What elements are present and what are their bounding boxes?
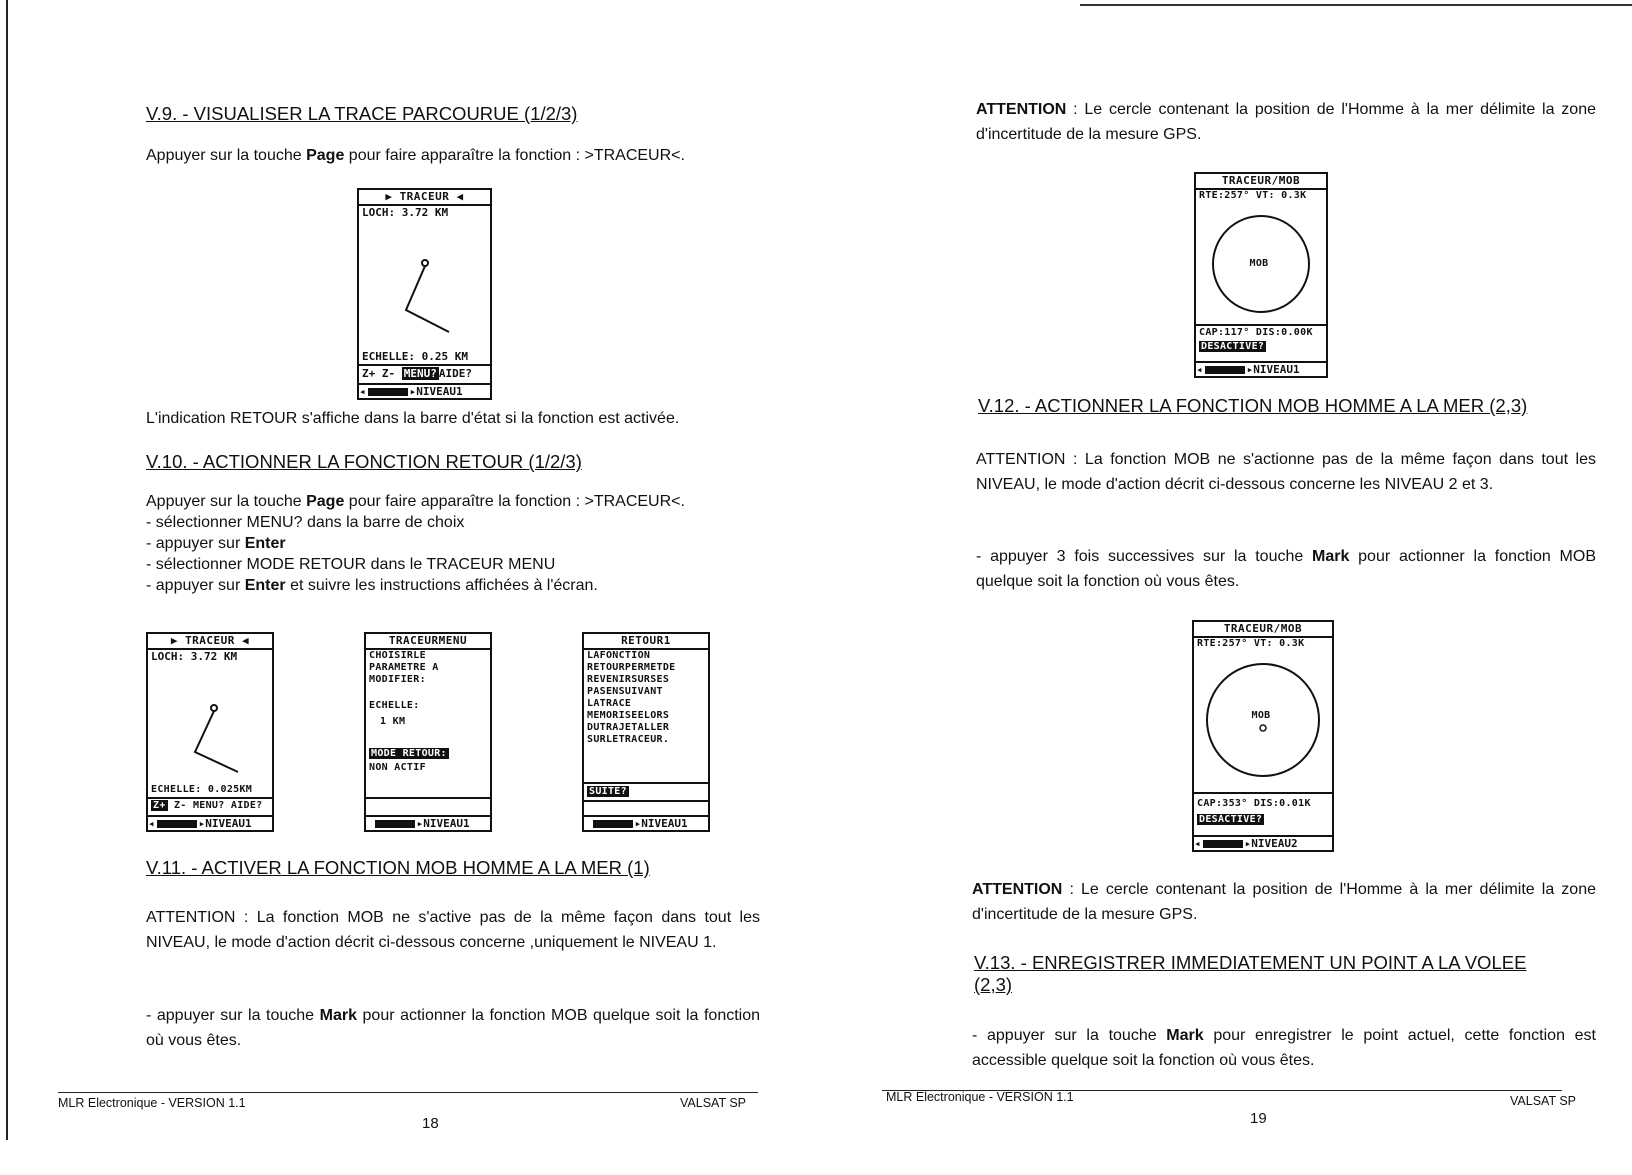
heading-v10: V.10. - ACTIONNER LA FONCTION RETOUR (1/2/3)	[146, 451, 582, 472]
screen-c-line-7: DUTRAJETALLER	[587, 722, 670, 733]
page-number: 18	[422, 1115, 439, 1132]
screen-c-line-1: LAFONCTION	[587, 650, 651, 661]
footer-left: MLR Electronique - VERSION 1.1	[886, 1090, 1074, 1104]
screen-title: ▶ TRACEUR ◀	[359, 190, 490, 206]
screen-a-choices: Z+ Z- MENU? AIDE?	[153, 800, 263, 811]
screen-c-line-8: SURLETRACEUR.	[587, 734, 670, 745]
screen-b-line-2: PARAMETRE A	[369, 662, 439, 673]
screen-a-status-bar: ◂ ▸NIVEAU1	[148, 815, 272, 830]
traceur-menu-screen	[364, 632, 492, 832]
v10-instructions: Appuyer sur la touche Page pour faire apparaître la fonction : >TRACEUR<. - sélectionner MENU? dans la barre de choix - appuyer sur Enter - sélectionner MODE RETOUR dans le TRACEUR MENU - appuyer sur Enter et suivre les instructions affichées à l'écran.	[146, 493, 685, 594]
screen-b-line-3: MODIFIER:	[369, 674, 426, 685]
screen-b-mode-value: NON ACTIF	[369, 762, 426, 773]
mob2-desactive: DESACTIVE?	[1199, 814, 1263, 825]
screen-b-status-bar: ▸NIVEAU1	[366, 815, 490, 830]
screen-a-echelle: ECHELLE: 0.025KM	[151, 784, 253, 795]
mob-screen-2	[1192, 620, 1334, 852]
retour-screen	[582, 632, 710, 832]
scan-edge-line	[6, 0, 8, 1140]
page-number: 19	[1250, 1110, 1267, 1127]
mob2-top: RTE:257° VT: 0.3K	[1197, 638, 1305, 649]
screen-choices: Z+ Z- MENU? AIDE?	[362, 367, 472, 380]
v11-attention: ATTENTION : La fonction MOB ne s'active pas de la même façon dans tout les NIVEAU, le mode d'action décrit ci-dessous concerne ,uniquement le NIVEAU 1.	[146, 909, 760, 951]
footer-right: VALSAT SP	[680, 1096, 747, 1110]
screen-a-title: TRACEUR	[185, 634, 235, 647]
attention-2: ATTENTION : Le cercle contenant la position de l'Homme à la mer délimite la zone d'incertitude de la mesure GPS.	[972, 881, 1596, 923]
screen-a-loch: LOCH: 3.72 KM	[151, 650, 238, 663]
screen-c-suite: SUITE?	[589, 786, 627, 797]
mob-screen-1	[1194, 172, 1328, 378]
screen-c-line-5: LATRACE	[587, 698, 632, 709]
mob2-status-bar: ◂ ▸NIVEAU2	[1194, 835, 1332, 850]
mob-uncertainty-circle	[1194, 658, 1332, 788]
scan-top-line	[1080, 4, 1632, 6]
heading-v9: V.9. - VISUALISER LA TRACE PARCOURUE (1/2/3)	[146, 103, 578, 124]
v11-mark-instruction: - appuyer sur la touche Mark pour actionner la fonction MOB quelque soit la fonction où vous êtes.	[146, 1007, 761, 1049]
track-drawing	[359, 240, 490, 360]
mob1-title: TRACEUR/MOB	[1196, 174, 1326, 190]
screen-b-echelle-label: ECHELLE:	[369, 700, 420, 711]
footer-left: MLR Electronique - VERSION 1.1	[58, 1096, 246, 1110]
v9-intro: Appuyer sur la touche Page pour faire apparaître la fonction : >TRACEUR<.	[146, 147, 685, 164]
v12-mark-instruction: - appuyer 3 fois successives sur la touche Mark pour actionner la fonction MOB quelque soit la fonction où vous êtes.	[976, 548, 1596, 590]
screen-c-status-bar: ▸NIVEAU1	[584, 815, 708, 830]
screen-c-line-6: MEMORISEELORS	[587, 710, 670, 721]
heading-v13: V.13. - ENREGISTRER IMMEDIATEMENT UN POINT A LA VOLEE (2,3)	[974, 952, 1527, 995]
screen-b-line-1: CHOISIRLE	[369, 650, 426, 661]
screen-status-bar: ◂ ▸NIVEAU1	[359, 383, 490, 398]
screen-c-line-4: PASENSUIVANT	[587, 686, 663, 697]
screen-c-line-3: REVENIRSURSES	[587, 674, 670, 685]
mob1-desactive: DESACTIVE?	[1201, 341, 1265, 352]
footer-right: VALSAT SP	[1510, 1094, 1577, 1108]
screen-echelle: ECHELLE: 0.25 KM	[362, 350, 468, 363]
mob1-top: RTE:257° VT: 0.3K	[1199, 190, 1307, 201]
v13-mark-instruction: - appuyer sur la touche Mark pour enregistrer le point actuel, cette fonction est accessible quelque soit la fonction où vous êtes.	[972, 1027, 1597, 1069]
screen-b-mode: MODE RETOUR:	[371, 748, 447, 759]
footer-rule	[58, 1092, 758, 1093]
v9-note: L'indication RETOUR s'affiche dans la barre d'état si la fonction est activée.	[146, 410, 680, 427]
v12-attention: ATTENTION : La fonction MOB ne s'actionne pas de la même façon dans tout les NIVEAU, le mode d'action décrit ci-dessous concerne les NIVEAU 2 et 3.	[976, 451, 1596, 493]
screen-b-echelle-value: 1 KM	[380, 716, 406, 727]
traceur-screen-a: ▶ TRACEUR ◀ LOCH: 3.72 KM ECHELLE: 0.025KM Z+ Z- MENU? AIDE? ◂ ▸NIVEAU1	[146, 632, 274, 832]
traceur-screen	[357, 188, 492, 400]
track-drawing	[148, 684, 272, 794]
mob1-label: MOB	[1249, 258, 1269, 269]
attention-1: ATTENTION : Le cercle contenant la position de l'Homme à la mer délimite la zone d'incertitude de la mesure GPS.	[976, 101, 1596, 143]
heading-v11: V.11. - ACTIVER LA FONCTION MOB HOMME A LA MER (1)	[146, 857, 650, 878]
mob2-cap: CAP:353° DIS:0.01K	[1197, 798, 1311, 809]
mob2-title: TRACEUR/MOB	[1194, 622, 1332, 638]
screen-loch: LOCH: 3.72 KM	[362, 206, 449, 219]
screen-b-title: TRACEURMENU	[366, 634, 490, 650]
mob1-cap: CAP:117° DIS:0.00K	[1199, 327, 1313, 338]
mob2-label: MOB	[1251, 710, 1271, 721]
screen-c-line-2: RETOURPERMETDE	[587, 662, 676, 673]
screen-c-title: RETOUR1	[584, 634, 708, 650]
mob1-status-bar: ◂ ▸NIVEAU1	[1196, 361, 1326, 376]
heading-v12: V.12. - ACTIONNER LA FONCTION MOB HOMME A LA MER (2,3)	[978, 395, 1528, 416]
